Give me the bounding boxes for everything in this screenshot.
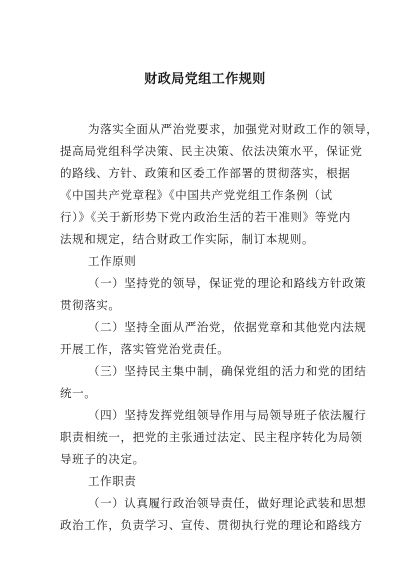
body-line-4: 《中国共产党章程》《中国共产党党组工作条例（试 <box>60 188 333 202</box>
body-line-2: 提高局党组科学决策、民主决策、依法决策水平，保证党 <box>60 144 363 158</box>
principle-3-line-1: （三）坚持民主集中制，确保党组的活力和党的团结 <box>88 364 367 378</box>
body-line-3: 的路线、方针、政策和区委工作部署的贯彻落实，根据 <box>60 166 351 180</box>
principle-2-line-2: 开展工作，落实管党治党责任。 <box>60 342 230 356</box>
section-heading-duties: 工作职责 <box>88 474 137 488</box>
document-title: 财政局党组工作规则 <box>144 72 266 87</box>
principle-4-line-1: （四）坚持发挥党组领导作用与局领导班子依法履行 <box>88 408 367 422</box>
section-heading-principles: 工作原则 <box>88 254 137 268</box>
principle-2-line-1: （二）坚持全面从严治党，依据党章和其他党内法规 <box>88 320 367 334</box>
principle-1-line-2: 贯彻落实。 <box>60 298 121 312</box>
principle-1-line-1: （一）坚持党的领导，保证党的理论和路线方针政策 <box>88 276 367 290</box>
duty-1-line-2: 政治工作，负责学习、宣传、贯彻执行党的理论和路线方 <box>60 518 363 532</box>
duty-1-line-1: （一）认真履行政治领导责任，做好理论武装和思想 <box>88 496 367 510</box>
principle-3-line-2: 统一。 <box>60 386 97 400</box>
body-line-1: 为落实全面从严治党要求，加强党对财政工作的领导， <box>88 122 379 136</box>
principle-4-line-3: 导班子的决定。 <box>60 452 145 466</box>
body-line-5: 行）》《关于新形势下党内政治生活的若干准则》等党内 <box>60 210 351 224</box>
principle-4-line-2: 职责相统一，把党的主张通过法定、民主程序转化为局领 <box>60 430 363 444</box>
body-line-6: 法规和规定，结合财政工作实际，制订本规则。 <box>60 232 315 246</box>
